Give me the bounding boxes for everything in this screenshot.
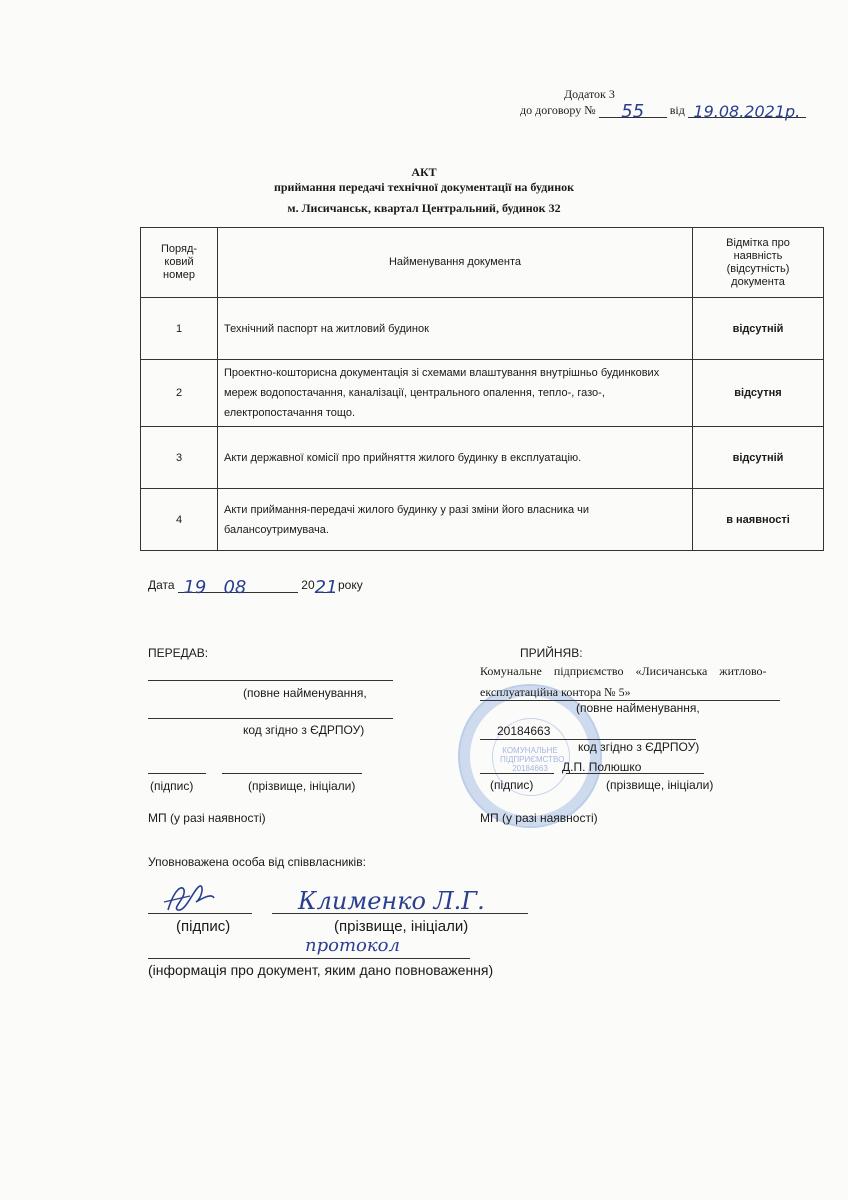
authorized-initials-caption: (прізвище, ініціали) bbox=[334, 918, 469, 935]
table-row bbox=[141, 360, 824, 427]
row-number: 4 bbox=[141, 489, 218, 551]
date-prefix: від bbox=[669, 103, 685, 117]
right-sign-caption: (підпис) bbox=[490, 778, 534, 792]
left-sign-caption: (підпис) bbox=[150, 779, 194, 793]
table-row bbox=[141, 427, 824, 489]
date-line bbox=[148, 577, 363, 598]
appendix-block bbox=[520, 86, 820, 122]
authorized-sign-line bbox=[148, 913, 252, 914]
date-year: 21 bbox=[314, 577, 338, 598]
authorized-sign-caption: (підпис) bbox=[176, 918, 231, 935]
row-number: 2 bbox=[141, 360, 218, 427]
right-org-line2: експлуатаційна контора № 5» bbox=[480, 685, 631, 699]
date-day: 19 bbox=[183, 577, 207, 598]
header-document-name: Найменування документа bbox=[218, 228, 693, 298]
left-sign-line bbox=[148, 773, 206, 774]
left-stamp-caption: МП (у разі наявності) bbox=[148, 811, 266, 825]
contract-prefix: до договору № bbox=[520, 103, 596, 117]
date-year-field bbox=[314, 577, 338, 598]
act-title: АКТ bbox=[411, 165, 437, 179]
right-sign-line bbox=[480, 773, 554, 774]
contract-line bbox=[520, 101, 820, 122]
row-status: відсутній bbox=[693, 427, 824, 489]
date-month: 08 bbox=[223, 577, 247, 598]
row-number: 3 bbox=[141, 427, 218, 489]
left-code-caption: код згідно з ЄДРПОУ) bbox=[243, 723, 365, 737]
right-stamp-caption: МП (у разі наявності) bbox=[480, 811, 598, 825]
act-address: м. Лисичанськ, квартал Центральний, будинок 32 bbox=[287, 201, 561, 215]
authorized-handwritten-name: Клименко Л.Г. bbox=[298, 887, 485, 915]
table-row bbox=[141, 489, 824, 551]
authorized-handwritten-doc: протокол bbox=[305, 935, 400, 956]
authorized-doc-line bbox=[148, 958, 470, 959]
left-name-caption: (повне найменування, bbox=[243, 686, 367, 700]
table-header-row bbox=[141, 228, 824, 298]
seal-text: КОМУНАЛЬНЕ ПІДПРИЄМСТВО 20184663 bbox=[500, 746, 565, 773]
row-document-name: Акти державної комісії про прийняття жилого будинку в експлуатацію. bbox=[218, 427, 693, 489]
documents-table bbox=[140, 227, 824, 551]
row-status: відсутня bbox=[693, 360, 824, 427]
row-document-name: Технічний паспорт на житловий будинок bbox=[218, 298, 693, 360]
appendix-label: Додаток 3 bbox=[564, 87, 615, 101]
right-code-caption: код згідно з ЄДРПОУ) bbox=[578, 740, 700, 754]
left-initials-caption: (прізвище, ініціали) bbox=[248, 779, 356, 793]
left-initials-line bbox=[222, 773, 362, 774]
row-document-name: Проектно-кошторисна документація зі схемами влаштування внутрішньо будинкових мереж водопостачання, каналізації, центрального опалення, тепло-, газо-, електропостачання тощо. bbox=[218, 360, 693, 427]
date-month-field bbox=[212, 577, 298, 598]
right-org-line1: Комунальне підприємство «Лисичанська житлово- bbox=[480, 664, 767, 678]
contract-number: 55 bbox=[621, 101, 645, 122]
right-title: ПРИЙНЯВ: bbox=[520, 646, 583, 660]
right-code-value: 20184663 bbox=[497, 724, 551, 738]
header-number: Поряд- ковий номер bbox=[141, 228, 218, 298]
date-label: Дата bbox=[148, 578, 175, 592]
act-subtitle: приймання передачі технічної документації на будинок bbox=[273, 180, 575, 194]
table-row bbox=[141, 298, 824, 360]
row-status: відсутній bbox=[693, 298, 824, 360]
left-title: ПЕРЕДАВ: bbox=[148, 646, 209, 660]
right-initials-caption: (прізвище, ініціали) bbox=[606, 778, 714, 792]
right-name-caption: (повне найменування, bbox=[576, 701, 700, 715]
date-suffix: року bbox=[337, 578, 363, 592]
signature-scribble bbox=[160, 880, 220, 916]
date-year-prefix: 20 bbox=[301, 578, 315, 592]
row-number: 1 bbox=[141, 298, 218, 360]
row-document-name: Акти приймання-передачі жилого будинку у разі зміни його власника чи балансоутримувача. bbox=[218, 489, 693, 551]
row-status: в наявності bbox=[693, 489, 824, 551]
contract-number-field bbox=[599, 101, 667, 122]
authorized-title: Уповноважена особа від співвласників: bbox=[148, 855, 366, 869]
right-signer-name: Д.П. Полюшко bbox=[562, 760, 642, 774]
contract-date: 19.08.2021р. bbox=[693, 102, 801, 121]
authorized-doc-caption: (інформація про документ, яким дано повноваження) bbox=[148, 962, 494, 978]
header-presence-mark: Відмітка про наявність (відсутність) документа bbox=[693, 228, 824, 298]
contract-date-field bbox=[688, 102, 806, 121]
left-name-line bbox=[148, 680, 393, 681]
left-code-line bbox=[148, 718, 393, 719]
